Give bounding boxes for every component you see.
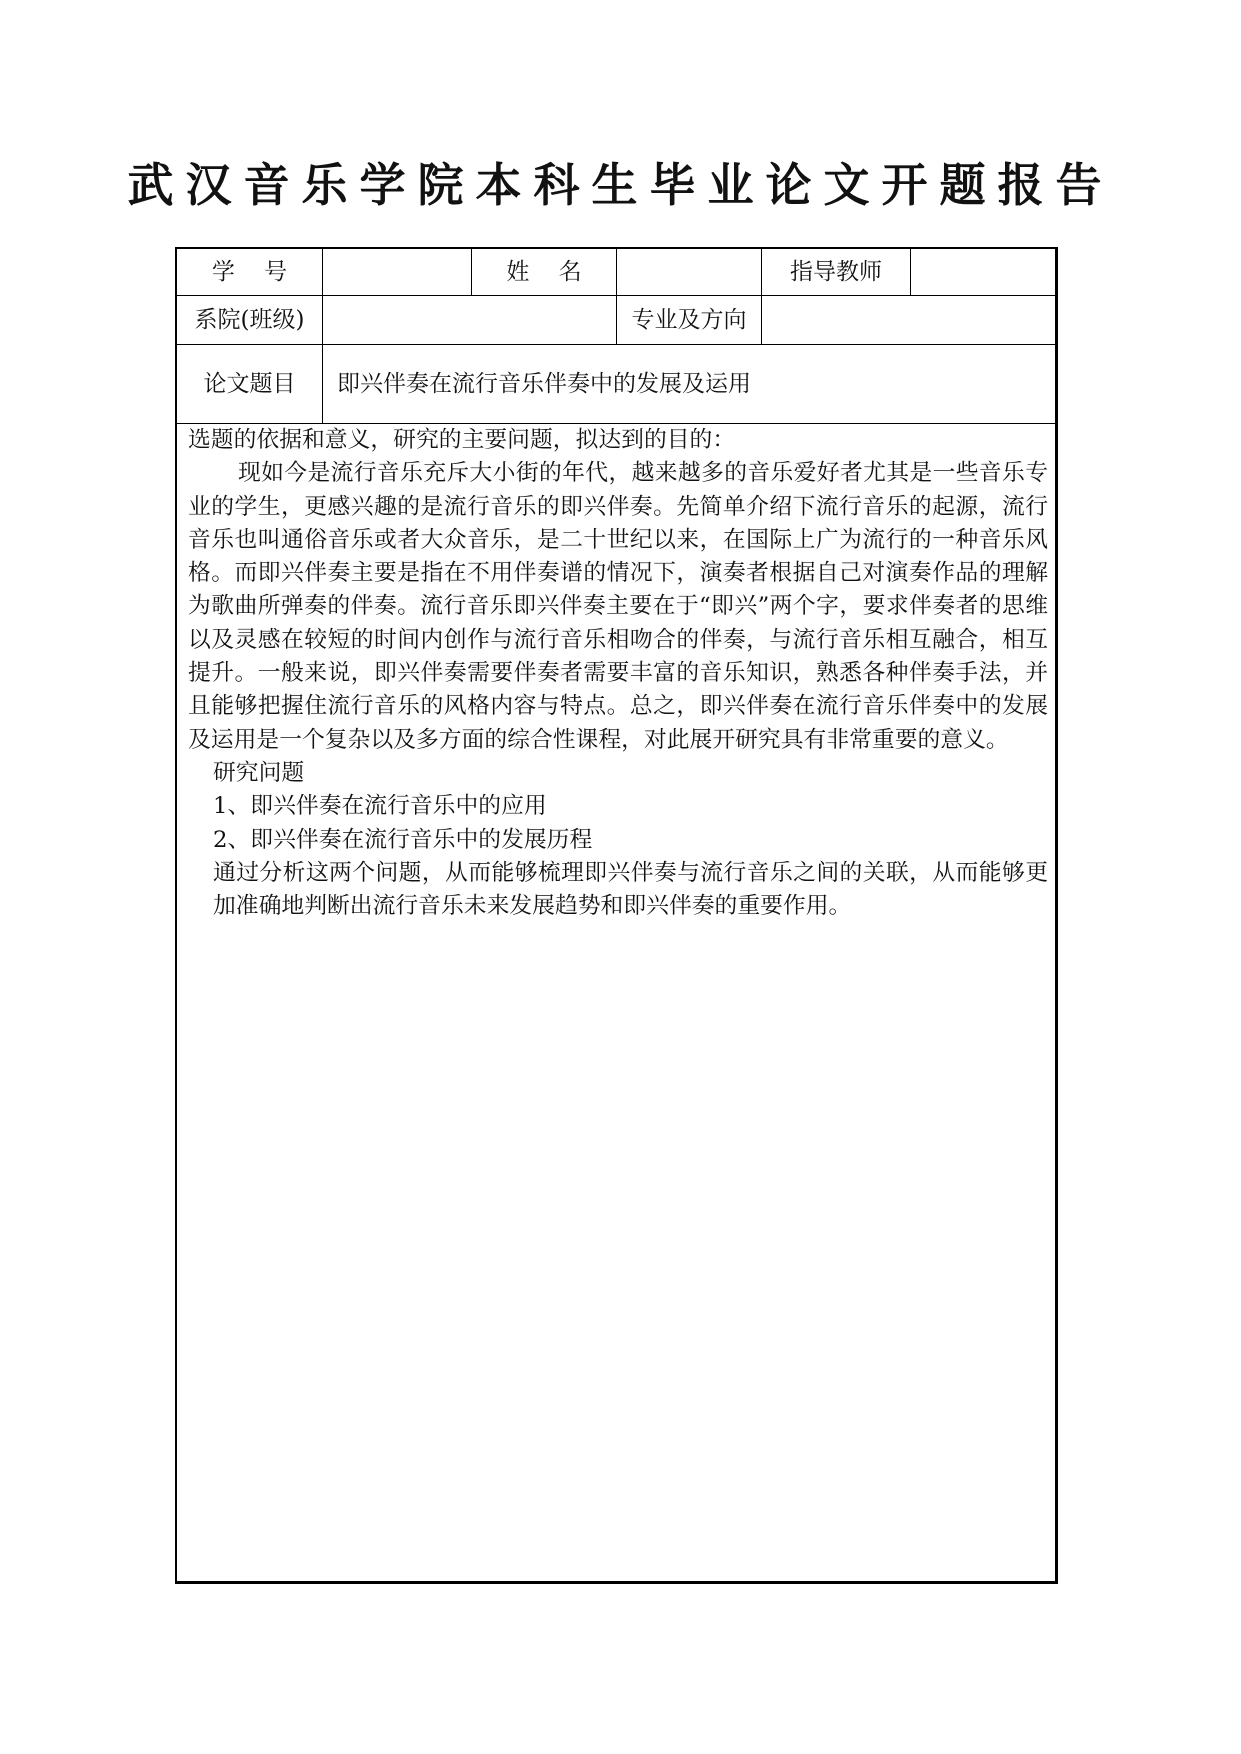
row-divider-2 [175, 344, 1056, 345]
section-heading: 选题的依据和意义，研究的主要问题，拟达到的目的： [188, 427, 736, 453]
advisor-label: 指导教师 [790, 259, 882, 285]
col-divider-r3-a [322, 344, 323, 423]
department-value[interactable] [324, 296, 614, 344]
page-title: 武汉音乐学院本科生毕业论文开题报告 [127, 158, 1114, 212]
advisor-value[interactable] [912, 248, 1054, 296]
student-id-value[interactable] [324, 248, 470, 296]
questions-heading: 研究问题 [213, 759, 305, 786]
student-id-label: 学 号 [211, 259, 288, 285]
conclusion-paragraph: 通过分析这两个问题，从而能够梳理即兴伴奏与流行音乐之间的关联，从而能够更加准确地判断出流行音乐未来发展趋势和即兴伴奏的重要作用。 [213, 859, 1048, 920]
proposal-body [188, 424, 1048, 923]
name-value[interactable] [618, 248, 760, 296]
col-divider-r1-a [322, 247, 323, 295]
department-label: 系院(班级) [194, 307, 305, 333]
col-divider-r2-a [322, 295, 323, 344]
col-divider-r1-e [910, 247, 911, 295]
name-label: 姓 名 [506, 259, 582, 285]
col-divider-r1-d [761, 247, 762, 295]
major-value[interactable] [763, 296, 1054, 344]
col-divider-r2-b [616, 295, 617, 344]
question-item-2: 2、即兴伴奏在流行音乐中的发展历程 [213, 826, 593, 853]
col-divider-r1-b [471, 247, 472, 295]
significance-paragraph: 现如今是流行音乐充斥大小街的年代，越来越多的音乐爱好者尤其是一些音乐专业的学生，更感兴趣的是流行音乐的即兴伴奏。先简单介绍下流行音乐的起源，流行音乐也叫通俗音乐或者大众音乐，是二十世纪以来，在国际上广为流行的一种音乐风格。而即兴伴奏主要是指在不用伴奏谱的情况下，演奏者根据自己对演奏作品的理解为歌曲所弹奏的伴奏。流行音乐即兴伴奏主要在于“即兴”两个字，要求伴奏者的思维以及灵感在较短的时间内创作与流行音乐相吻合的伴奏，与流行音乐相互融合，相互提升。一般来说，即兴伴奏需要伴奏者需要丰富的音乐知识，熟悉各种伴奏手法，并且能够把握住流行音乐的风格内容与特点。总之，即兴伴奏在流行音乐伴奏中的发展及运用是一个复杂以及多方面的综合性课程，对此展开研究具有非常重要的意义。 [188, 460, 1048, 753]
topic-label: 论文题目 [203, 371, 296, 397]
topic-value: 即兴伴奏在流行音乐伴奏中的发展及运用 [337, 371, 751, 397]
question-item-1: 1、即兴伴奏在流行音乐中的应用 [213, 793, 547, 820]
col-divider-r2-c [761, 295, 762, 344]
col-divider-r1-c [616, 247, 617, 295]
major-label: 专业及方向 [631, 307, 747, 333]
